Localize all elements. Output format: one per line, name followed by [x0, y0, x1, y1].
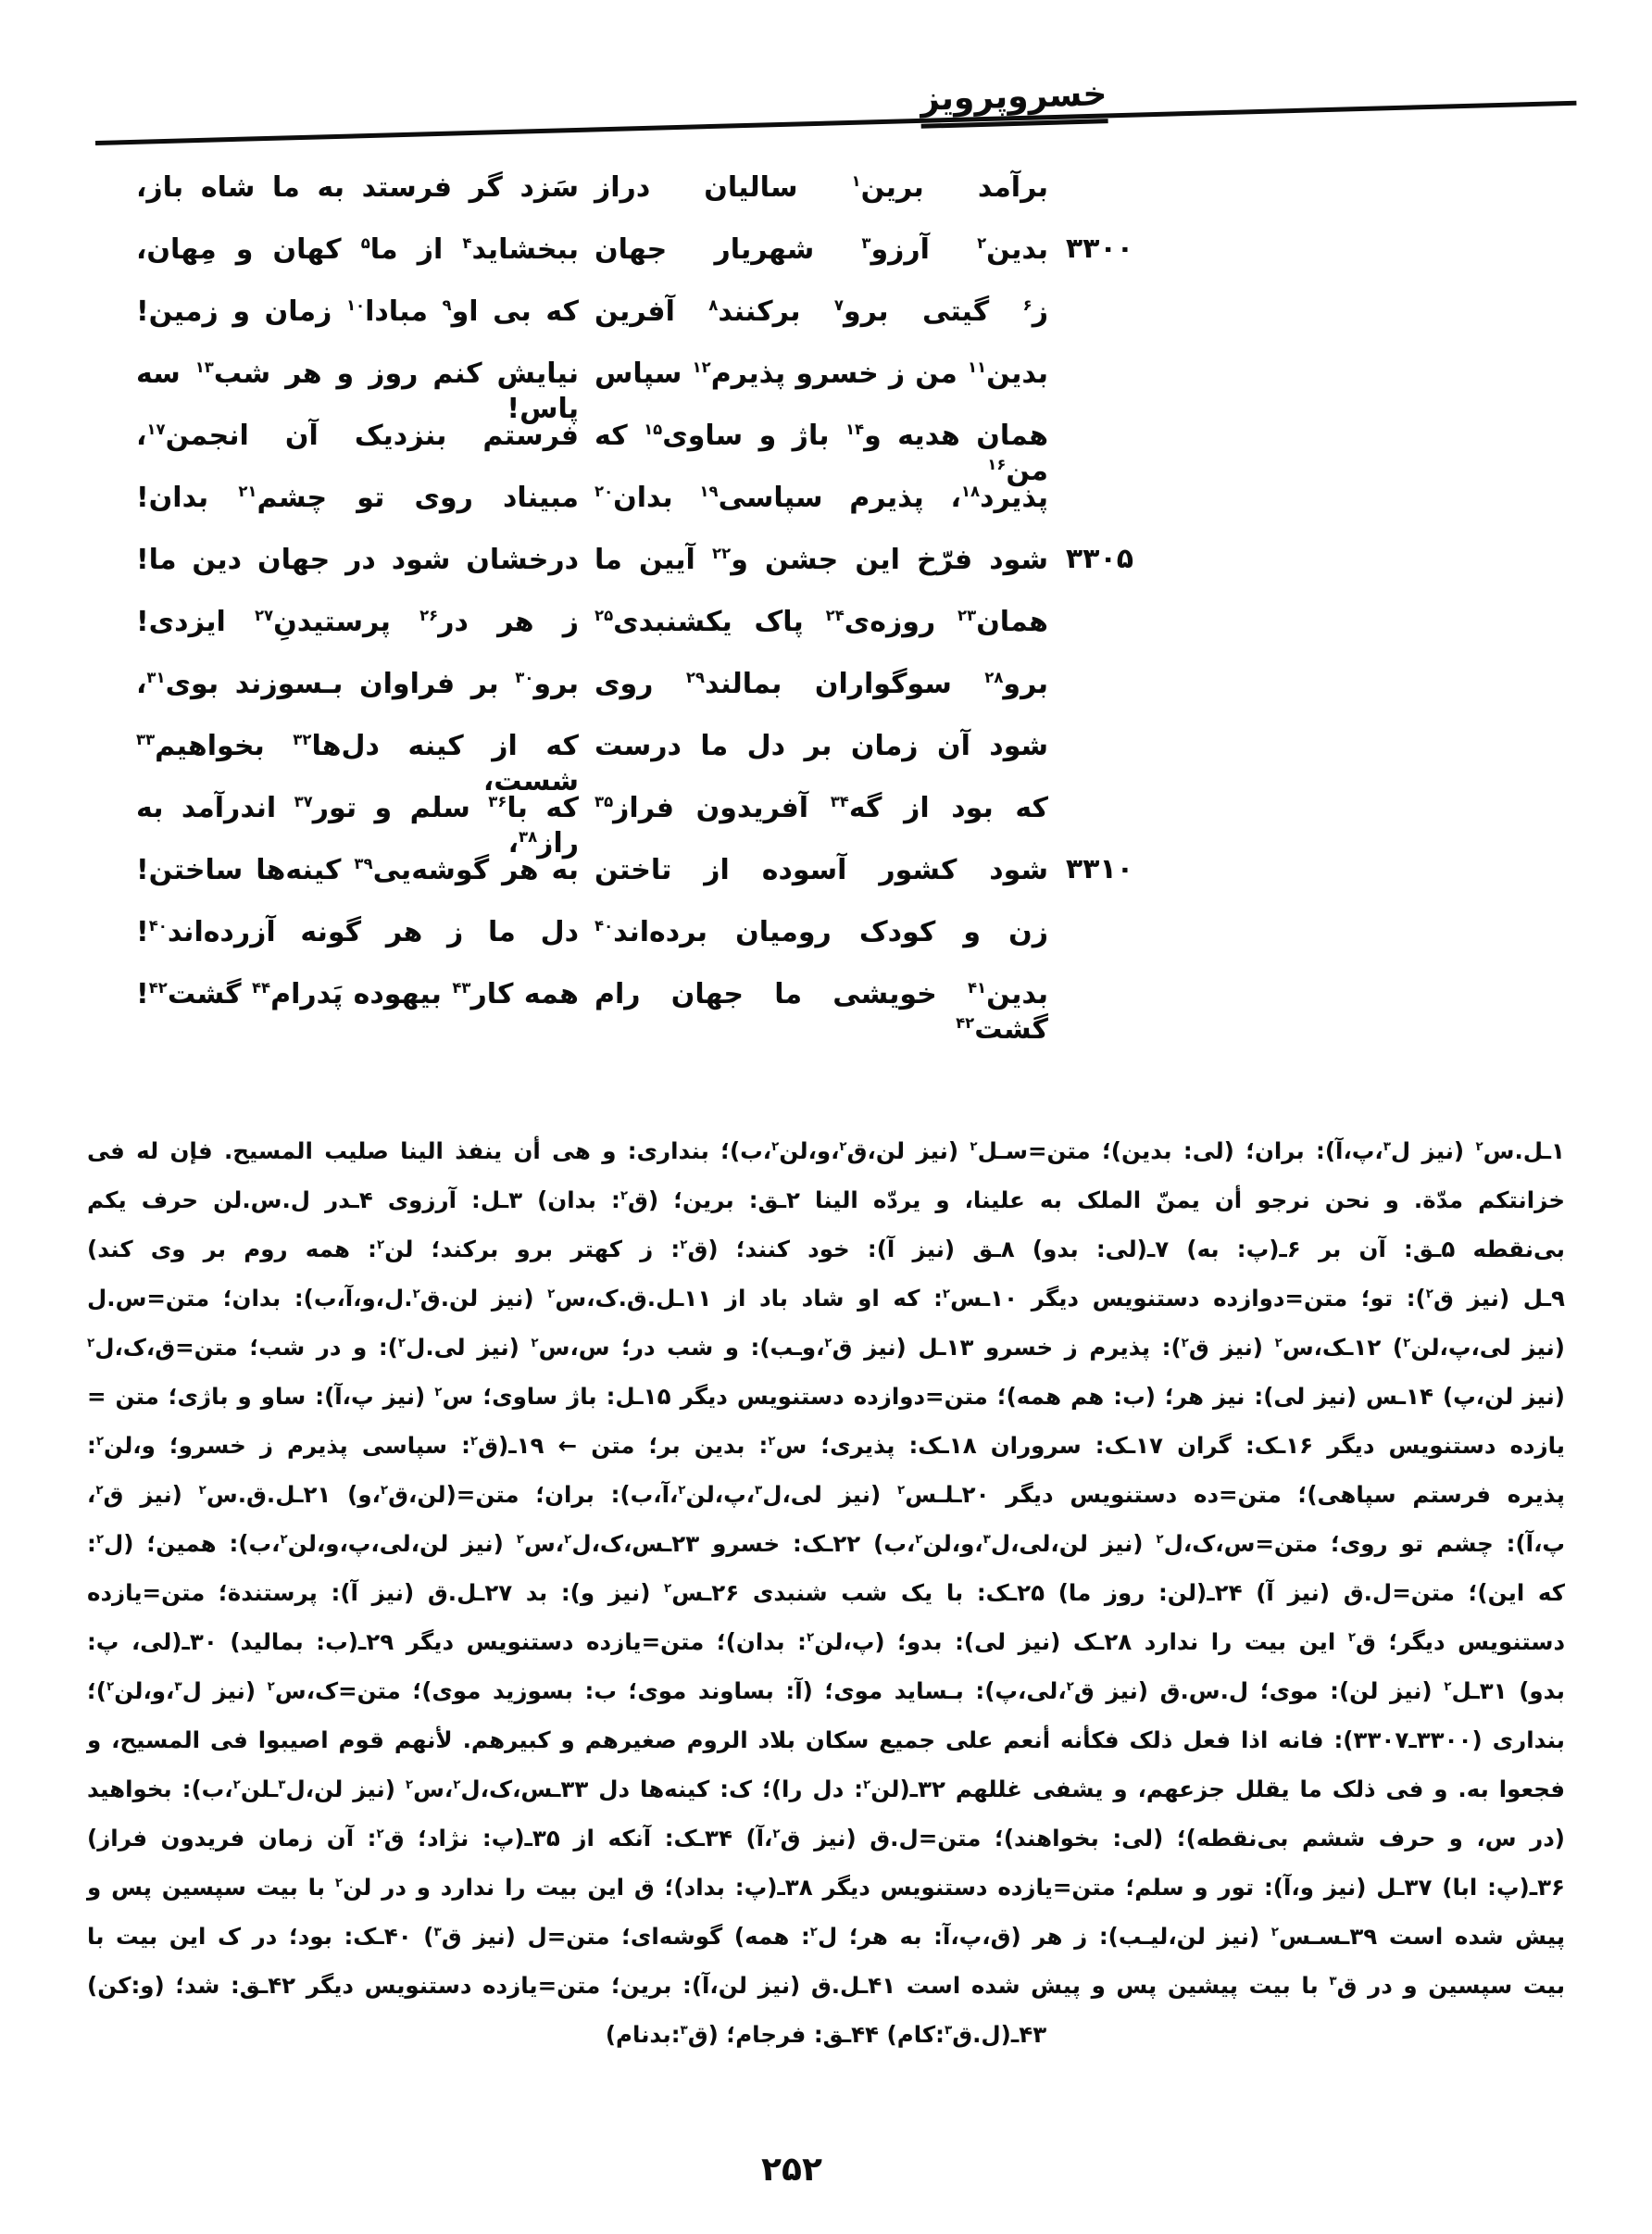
page-number: ۲۵۲: [761, 2151, 822, 2189]
footnote-marker: ۲: [1347, 1629, 1357, 1645]
verse-row: [0, 904, 1652, 966]
footnote-marker: ۲: [87, 1335, 95, 1350]
verse-row: [0, 345, 1652, 425]
critical-apparatus: [87, 1126, 1565, 2059]
apparatus-line: ۳۶ـ(پ: ابا) ۳۷ـل (نیز و،آ): تور و سلم؛ متن=یازده دستنویس دیگر ۳۸ـ(پ: بداد)؛ ق این بیت را ندارد و در لن$^۲$ با بیت سپسین پس و: [87, 1874, 1566, 1901]
footnote-marker: ۳: [680, 2022, 688, 2038]
apparatus-line: بنداری (۳۳۰۰ـ۳۳۰۷): فانه اذا فعل ذلک فکأنه أنعم علی جمیع سکان بلاد الروم صغیرهم و کبیرهم. لأنهم قوم اصیبوا فی المسیح، و: [87, 1726, 1565, 1753]
footnote-marker: ۲: [678, 1482, 686, 1498]
footnote-marker: ۲: [106, 1678, 115, 1694]
footnote-marker: ۳۲: [293, 731, 312, 748]
footnote-marker: ۴۲: [956, 1013, 975, 1032]
footnote-marker: ۲: [1181, 1335, 1189, 1350]
apparatus-line: بدو) ۳۱ـل$^۲$ (نیز لن): موی؛ ل.س.ق (نیز ق$^۲$،لی،پ): بـساید موی؛ (آ: بساوند موی؛ ب: بسوزید موی)؛ متن=ک،س$^۲$ (نیز ل$^۳$،و،لن$^۲$)؛: [87, 1677, 1565, 1704]
hemistich-first: بدین$^۲$ آرزو$^۳$ شهریار جهان: [594, 233, 1048, 266]
verse-row: [0, 408, 1652, 487]
footnote-marker: ۳: [982, 1531, 991, 1547]
footnote-marker: ۲: [267, 1678, 275, 1694]
hemistich-second: همه کار$^{۴۳}$ بیهوده پَدرام$^{۴۴}$ گشت$^{۴۲}$!: [136, 978, 579, 1010]
verse-row: [0, 842, 1652, 904]
footnote-marker: ۲: [1270, 1924, 1279, 1939]
footnote-marker: ۲: [453, 1776, 461, 1792]
hemistich-first: زن و کودک رومیان برده‌اند$^{۴۰}$: [594, 916, 1048, 948]
hemistich-first: بدین$^{۴۱}$ خویشی ما جهان رام گشت$^{۴۲}$: [594, 978, 1048, 1046]
footnote-marker: ۳۷: [294, 793, 313, 810]
footnote-marker: ۳: [1383, 1138, 1391, 1154]
footnote-marker: ۷: [833, 296, 844, 314]
footnote-marker: ۳۹: [354, 855, 373, 872]
footnote-marker: ۴: [462, 234, 472, 252]
page-header-title: خسروپرویز: [920, 75, 1108, 129]
footnote-marker: ۲۸: [984, 669, 1004, 686]
footnote-marker: ۲۷: [254, 607, 274, 624]
footnote-marker: ۲: [977, 234, 987, 252]
apparatus-line: ۹ـل (نیز ق$^۲$): تو؛ متن=دوازده دستنویس دیگر ۱۰ـس$^۲$: که او شاد باد از ۱۱ـل.ق.ک،س$^۲$ (نیز لن.ق$^۲$.ل،و،آ،ب): بدان؛ متن=س.ل: [87, 1285, 1566, 1312]
footnote-marker: ۱۴: [845, 420, 865, 438]
footnote-marker: ۳: [861, 234, 871, 252]
footnote-marker: ۱۷: [146, 420, 166, 438]
apparatus-line: (نیز لن،پ) ۱۴ـس (نیز لی): نیز هر؛ (ب: هم همه)؛ متن=دوازده دستنویس دیگر ۱۵ـل: باژ ساوی؛ س$^۲$ (نیز پ،آ): ساو و باژی؛ متن =: [87, 1383, 1565, 1410]
footnote-marker: ۳۱: [146, 669, 166, 686]
apparatus-line: فجعوا به. و فی ذلک ما یقلل جزعهم، و یشفی غللهم ۳۲ـ(لن$^۲$: دل را)؛ ک: کینه‌ها دل ۳۳ـس،ک،ل$^۲$،س$^۲$ (نیز لن،ل$^۳$ـلن$^۲$،ب): بخواهید: [87, 1776, 1566, 1802]
footnote-marker: ۳: [433, 1924, 442, 1939]
verse-number: ۳۳۰۰: [1065, 232, 1134, 265]
hemistich-second: فرستم بنزدیک آن انجمن$^{۱۷}$،: [136, 420, 579, 452]
footnote-marker: ۲: [280, 1531, 288, 1547]
footnote-marker: ۲: [1066, 1678, 1074, 1694]
footnote-marker: ۲: [380, 1482, 389, 1498]
footnote-marker: ۴۳: [452, 979, 471, 997]
footnote-marker: ۴۱: [967, 979, 987, 997]
verse-row: [0, 470, 1652, 532]
footnote-marker: ۲: [772, 1826, 781, 1841]
footnote-marker: ۴۰: [148, 917, 168, 935]
hemistich-second: به هر گوشه‌یی$^{۳۹}$ کینه‌ها ساختن!: [136, 854, 579, 886]
hemistich-first: همان هدیه و$^{۱۴}$ باژ و ساوی$^{۱۵}$ که من$^{۱۶}$: [594, 420, 1048, 487]
footnote-marker: ۴۰: [594, 917, 614, 935]
footnote-marker: ۲۲: [712, 545, 732, 562]
hemistich-first: شود آن زمان بر دل ما درست: [594, 730, 1048, 762]
footnote-marker: ۳۸: [519, 827, 538, 846]
footnote-marker: ۱۳: [194, 358, 214, 376]
verse-row: [0, 159, 1652, 221]
footnote-marker: ۲: [405, 1776, 414, 1792]
footnote-marker: ۲: [1403, 1335, 1411, 1350]
hemistich-second: ز هر در$^{۲۶}$ پرستیدنِ$^{۲۷}$ ایزدی!: [136, 606, 579, 638]
footnote-marker: ۳: [278, 1776, 286, 1792]
footnote-marker: ۱۸: [960, 483, 981, 500]
footnote-marker: ۳: [174, 1678, 182, 1694]
hemistich-first: پذیرد$^{۱۸}$، پذیرم سپاسی$^{۱۹}$ بدان$^{۲۰}$: [594, 482, 1048, 514]
verse-row: [0, 966, 1652, 1046]
footnote-marker: ۳۵: [594, 793, 614, 810]
poem-block: [0, 159, 1652, 1046]
footnote-marker: ۲: [896, 1482, 906, 1498]
footnote-marker: ۴۴: [251, 979, 271, 997]
hemistich-first: همان$^{۲۳}$ روزه‌ی$^{۲۴}$ پاک یکشنبدی$^{۲۵}$: [594, 606, 1048, 638]
footnote-marker: ۲: [664, 1580, 672, 1596]
hemistich-second: ببخشاید$^۴$ از ما$^۵$ کهان و مِهان،: [136, 233, 579, 266]
footnote-marker: ۲: [809, 1924, 819, 1939]
header-rule: [95, 101, 1577, 145]
footnote-marker: ۳۶: [488, 793, 507, 810]
apparatus-line: دستنویس دیگر؛ ق$^۲$ این بیت را ندارد ۲۸ـک (نیز لی): بدو؛ (پ،لن$^۲$: بدان)؛ متن=یازده دستنویس دیگر ۲۹ـ(ب: بمالید) ۳۰ـ(لی، پ:: [87, 1628, 1566, 1655]
hemistich-second: درخشان شود در جهان دین ما!: [136, 544, 579, 576]
footnote-marker: ۲: [680, 1236, 688, 1252]
verse-row: [0, 283, 1652, 345]
verse-row: [0, 718, 1652, 797]
apparatus-line: پ،آ): چشم تو روی؛ متن=س،ک،ل$^۲$ (نیز لن،لی،ل$^۳$،و،لن$^۲$،ب) ۲۲ـک: خسرو ۲۳ـس،ک،ل$^۲$،س$^۲$ (نیز لن،لی،پ،و،لن$^۲$،ب): همین؛ (ل$^۲$:: [87, 1530, 1565, 1557]
footnote-marker: ۳: [755, 1482, 763, 1498]
footnote-marker: ۲: [768, 1433, 776, 1449]
footnote-marker: ۲: [434, 1384, 443, 1399]
footnote-marker: ۲۰: [594, 483, 614, 500]
footnote-marker: ۲: [1274, 1335, 1283, 1350]
footnote-marker: ۱۵: [644, 420, 663, 438]
footnote-marker: ۲۹: [685, 669, 705, 686]
apparatus-line: یازده دستنویس دیگر ۱۶ـک: گران ۱۷ـک: سروران ۱۸ـک: پذیری؛ س$^۲$: بدین بر؛ متن ← ۱۹ـ(ق$^۲$: سپاسی پذیرم ز خسرو؛ و،لن$^۲$:: [87, 1432, 1566, 1459]
footnote-marker: ۲: [915, 1531, 923, 1547]
apparatus-line: خزانتکم مدّة. و نحن نرجو أن یمنّ الملک به علینا، و یردّه الینا ۲ـق: برین؛ (ق$^۲$: بدان) ۳ـل: آرزوی ۴ـدر ل.س.لن حرف یکم: [87, 1186, 1566, 1213]
apparatus-line: که این)؛ متن=ل.ق (نیز آ) ۲۴ـ(لن: روز ما) ۲۵ـک: با یک شب شنبدی ۲۶ـس$^۲$ (نیز و): بد ۲۷ـل.ق (نیز آ): پرستندة؛ متن=یازده: [87, 1579, 1565, 1606]
footnote-marker: ۲: [232, 1776, 241, 1792]
footnote-marker: ۲۶: [419, 607, 439, 624]
footnote-marker: ۲: [1444, 1678, 1452, 1694]
footnote-marker: ۲: [970, 1138, 978, 1154]
footnote-marker: ۲: [531, 1335, 539, 1350]
footnote-marker: ۲: [771, 1138, 780, 1154]
hemistich-first: بدین$^{۱۱}$ من ز خسرو پذیرم$^{۱۲}$ سپاس: [594, 358, 1048, 390]
verse-row: [0, 532, 1652, 594]
footnote-marker: ۲: [376, 1236, 385, 1252]
footnote-marker: ۲: [839, 1138, 847, 1154]
footnote-marker: ۴۲: [148, 979, 168, 997]
hemistich-first: که بود از گه$^{۳۴}$ آفریدون فراز$^{۳۵}$: [594, 792, 1048, 824]
footnote-marker: ۲: [1425, 1286, 1433, 1301]
hemistich-second: برو$^{۳۰}$ بر فراوان بـسوزند بوی$^{۳۱}$،: [136, 668, 579, 700]
footnote-marker: ۸: [708, 296, 719, 314]
apparatus-line: پذیره فرستم سپاهی)؛ متن=ده دستنویس دیگر ۲۰ـلـس$^۲$ (نیز لی،ل$^۳$،پ،لن$^۲$،آ،ب): بران؛ متن=(لن،ق$^۲$،و) ۲۱ـل.ق.س$^۲$ (نیز ق$^۲$،: [87, 1481, 1566, 1508]
footnote-marker: ۲: [1475, 1138, 1483, 1154]
footnote-marker: ۲: [564, 1531, 572, 1547]
apparatus-line: بی‌نقطه ۵ـق: آن بر ۶ـ(پ: به) ۷ـ(لی: بدو) ۸ـق (نیز آ): خود کنند؛ (ق$^۲$: ز کهتر برو برکند؛ لن$^۲$: همه روم بر وی کند): [87, 1236, 1566, 1262]
footnote-marker: ۹: [442, 296, 452, 314]
footnote-marker: ۳۴: [830, 793, 849, 810]
hemistich-second: دل ما ز هر گونه آزرده‌اند$^{۴۰}$!: [136, 916, 579, 948]
footnote-marker: ۱۰: [345, 296, 366, 314]
footnote-marker: ۶: [1022, 296, 1032, 314]
hemistich-second: که با$^{۳۶}$ سلم و تور$^{۳۷}$ اندرآمد به راز$^{۳۸}$،: [136, 792, 579, 860]
footnote-marker: ۲: [824, 1335, 832, 1350]
footnote-marker: ۳: [1329, 1973, 1337, 1989]
footnote-marker: ۳: [944, 2022, 953, 2038]
hemistich-second: سَزد گر فرستد به ما شاه باز،: [136, 171, 579, 204]
apparatus-line: ۱ـل.س$^۲$ (نیز ل$^۳$،پ،آ): بران؛ (لی: بدین)؛ متن=سـل$^۲$ (نیز لن،ق$^۲$،و،لن$^۲$،ب)؛ بنداری: و هی أن ینفذ الینا صلیب المسیح. فإن له فی: [87, 1137, 1565, 1164]
footnote-marker: ۲: [469, 1433, 479, 1449]
footnote-marker: ۵: [360, 234, 370, 252]
footnote-marker: ۳۳: [136, 731, 156, 748]
footnote-marker: ۲: [620, 1187, 629, 1203]
footnote-marker: ۲۱: [238, 483, 257, 500]
footnote-marker: ۲: [376, 1826, 384, 1841]
footnote-marker: ۳۰: [515, 669, 534, 686]
footnote-marker: ۲: [516, 1531, 524, 1547]
hemistich-second: که از کینه دل‌ها$^{۳۲}$ بخواهیم$^{۳۳}$ شست،: [136, 730, 580, 797]
footnote-marker: ۲: [334, 1875, 344, 1890]
footnote-marker: ۲: [95, 1482, 104, 1498]
footnote-marker: ۱: [851, 172, 861, 190]
verse-row: [0, 594, 1652, 656]
apparatus-last-line: ۴۳ـ(ل.ق$^۳$:کام) ۴۴ـق: فرجام؛ (ق$^۳$:بدنام): [605, 2021, 1047, 2048]
footnote-marker: ۲: [198, 1482, 206, 1498]
footnote-marker: ۱۱: [967, 358, 987, 376]
hemistich-second: مبیناد روی تو چشم$^{۲۱}$ بدان!: [136, 482, 580, 514]
footnote-marker: ۲: [863, 1776, 871, 1792]
verse-row: [0, 221, 1652, 283]
footnote-marker: ۱۲: [692, 358, 711, 376]
hemistich-first: شود کشور آسوده از تاختن: [594, 854, 1048, 886]
verse-row: [0, 780, 1652, 860]
footnote-marker: ۲: [547, 1286, 556, 1301]
hemistich-first: ز$^۶$ گیتی برو$^۷$ برکنند$^۸$ آفرین: [594, 295, 1049, 328]
footnote-marker: ۲۵: [594, 607, 614, 624]
hemistich-second: که بی او$^۹$ مبادا$^{۱۰}$ زمان و زمین!: [136, 295, 579, 328]
footnote-marker: ۲۴: [825, 607, 845, 624]
footnote-marker: ۲: [1156, 1531, 1164, 1547]
hemistich-first: شود فرّخ این جشن و$^{۲۲}$ آیین ما: [594, 544, 1048, 576]
footnote-marker: ۲: [942, 1286, 951, 1301]
verse-number: ۳۳۱۰: [1065, 853, 1134, 885]
footnote-marker: ۲۳: [957, 607, 977, 624]
hemistich-second: نیایش کنم روز و هر شب$^{۱۳}$ سه پاس!: [136, 358, 579, 425]
apparatus-line: (نیز لی،پ،لن$^۲$) ۱۲ـک،س$^۲$ (نیز ق$^۲$): پذیرم ز خسرو ۱۳ـل (نیز ق$^۲$،وـب): و شب در؛ س،س$^۲$ (نیز لی.ل$^۲$): و در شب؛ متن=ق،ک،ل$^۲$: [87, 1334, 1565, 1361]
hemistich-first: برو$^{۲۸}$ سوگواران بمالند$^{۲۹}$ روی: [594, 668, 1048, 700]
footnote-marker: ۲: [397, 1335, 407, 1350]
footnote-marker: ۲: [806, 1629, 815, 1645]
apparatus-line: (در س، و حرف ششم بی‌نقطه)؛ (لی: بخواهند)؛ متن=ل.ق (نیز ق$^۲$،آ) ۳۴ـک: آنکه از ۳۵ـ(پ: نژاد؛ ق$^۲$: آن زمان فریدون فراز): [87, 1825, 1565, 1851]
footnote-marker: ۲: [412, 1286, 420, 1301]
apparatus-line: پیش شده است ۳۹ـسـس$^۲$ (نیز لن،لیـب): ز هر (ق،پ،آ: به هر؛ ل$^۲$: همه) گوشه‌ای؛ متن=ل (نیز ق$^۳$) ۴۰ـک: بود؛ در ک این بیت با: [87, 1923, 1566, 1950]
apparatus-line: بیت سپسین و در ق$^۳$ با بیت پیشین پس و پیش شده است ۴۱ـل.ق (نیز لن،آ): برین؛ متن=یازده دستنویس دیگر ۴۲ـق: شد؛ (و:کن): [87, 1972, 1566, 1999]
footnote-marker: ۲: [95, 1433, 105, 1449]
footnote-marker: ۱۹: [699, 483, 719, 500]
footnote-marker: ۱۶: [987, 455, 1007, 473]
verse-row: [0, 656, 1652, 718]
verse-number: ۳۳۰۵: [1065, 543, 1134, 575]
footnote-marker: ۲: [95, 1531, 105, 1547]
hemistich-first: برآمد برین$^۱$ سالیان دراز: [594, 171, 1048, 204]
